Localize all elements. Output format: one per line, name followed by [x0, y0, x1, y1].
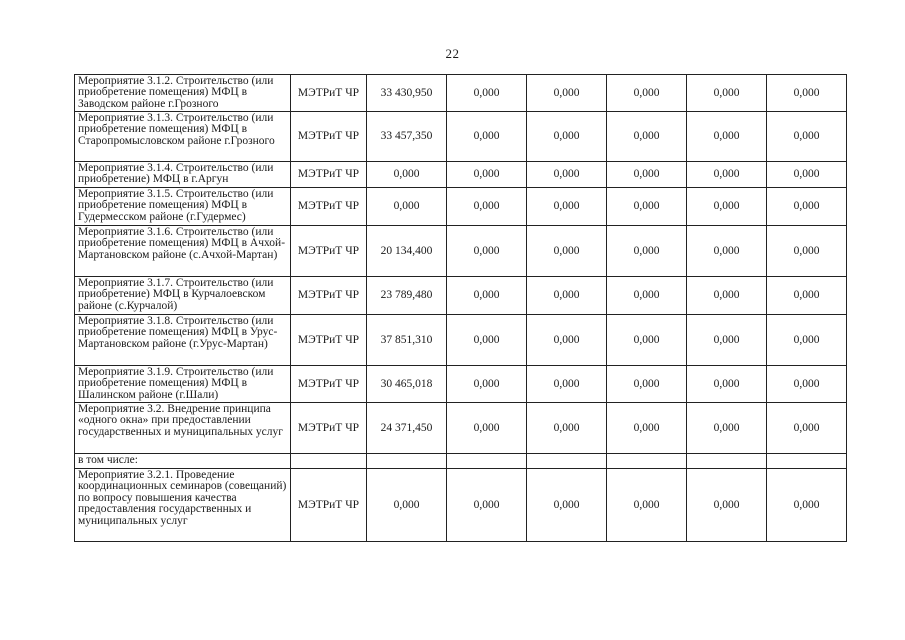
value-cell: 0,000 [367, 162, 447, 188]
table-row [75, 469, 847, 542]
table-row [75, 162, 847, 188]
value-cell [447, 454, 527, 469]
value-cell: 0,000 [447, 469, 527, 542]
value-cell: 0,000 [447, 277, 527, 315]
value-cell: 0,000 [687, 403, 767, 454]
executor-cell: МЭТРиТ ЧР [291, 226, 367, 277]
value-cell: 0,000 [607, 315, 687, 366]
value-cell: 0,000 [687, 469, 767, 542]
executor-cell: МЭТРиТ ЧР [291, 162, 367, 188]
table-row [75, 403, 847, 454]
value-cell: 0,000 [527, 403, 607, 454]
value-cell [367, 454, 447, 469]
value-cell: 0,000 [527, 226, 607, 277]
executor-cell: МЭТРиТ ЧР [291, 75, 367, 112]
value-cell: 0,000 [367, 188, 447, 226]
value-cell: 24 371,450 [367, 403, 447, 454]
table-row [75, 75, 847, 112]
executor-cell: МЭТРиТ ЧР [291, 112, 367, 162]
value-cell: 0,000 [527, 188, 607, 226]
value-cell: 0,000 [607, 366, 687, 403]
value-cell: 0,000 [767, 112, 847, 162]
value-cell: 20 134,400 [367, 226, 447, 277]
value-cell: 23 789,480 [367, 277, 447, 315]
value-cell [527, 454, 607, 469]
value-cell: 0,000 [687, 315, 767, 366]
value-cell: 0,000 [767, 75, 847, 112]
value-cell: 0,000 [607, 112, 687, 162]
value-cell: 0,000 [447, 162, 527, 188]
value-cell: 0,000 [767, 366, 847, 403]
value-cell: 0,000 [687, 162, 767, 188]
value-cell: 0,000 [527, 162, 607, 188]
program-measures-table [74, 74, 847, 542]
table-row [75, 315, 847, 366]
value-cell: 0,000 [447, 112, 527, 162]
value-cell: 33 430,950 [367, 75, 447, 112]
table-row [75, 366, 847, 403]
executor-cell: МЭТРиТ ЧР [291, 315, 367, 366]
measure-name-cell: Мероприятие 3.1.7. Строительство (или приобретение) МФЦ в Курчалоевском районе (с.Курчалой) [75, 277, 291, 315]
value-cell: 0,000 [607, 226, 687, 277]
table-row [75, 454, 847, 469]
measure-name-cell: Мероприятие 3.2.1. Проведение координационных семинаров (совещаний) по вопросу повышения качества предоставления государственных и муниципальных услуг [75, 469, 291, 542]
value-cell: 0,000 [447, 403, 527, 454]
value-cell: 0,000 [607, 75, 687, 112]
value-cell: 0,000 [527, 112, 607, 162]
value-cell: 0,000 [687, 366, 767, 403]
value-cell: 0,000 [767, 315, 847, 366]
value-cell: 0,000 [687, 226, 767, 277]
value-cell: 0,000 [767, 226, 847, 277]
value-cell: 0,000 [607, 277, 687, 315]
value-cell: 0,000 [687, 75, 767, 112]
executor-cell: МЭТРиТ ЧР [291, 403, 367, 454]
value-cell: 0,000 [527, 75, 607, 112]
value-cell: 0,000 [687, 277, 767, 315]
executor-cell: МЭТРиТ ЧР [291, 469, 367, 542]
value-cell: 0,000 [767, 469, 847, 542]
value-cell: 0,000 [447, 188, 527, 226]
value-cell: 0,000 [767, 277, 847, 315]
table-row [75, 112, 847, 162]
value-cell: 30 465,018 [367, 366, 447, 403]
executor-cell: МЭТРиТ ЧР [291, 277, 367, 315]
value-cell: 0,000 [527, 366, 607, 403]
measure-name-cell: Мероприятие 3.2. Внедрение принципа «одного окна» при предоставлении государственных и муниципальных услуг [75, 403, 291, 454]
executor-cell: МЭТРиТ ЧР [291, 366, 367, 403]
measure-name-cell: Мероприятие 3.1.3. Строительство (или приобретение помещения) МФЦ в Старопромысловском районе г.Грозного [75, 112, 291, 162]
measure-name-cell: Мероприятие 3.1.4. Строительство (или приобретение) МФЦ в г.Аргун [75, 162, 291, 188]
measure-name-cell: Мероприятие 3.1.9. Строительство (или приобретение помещения) МФЦ в Шалинском районе (г.Шали) [75, 366, 291, 403]
value-cell: 0,000 [447, 366, 527, 403]
value-cell [607, 454, 687, 469]
value-cell: 33 457,350 [367, 112, 447, 162]
table-row [75, 226, 847, 277]
value-cell: 0,000 [767, 403, 847, 454]
value-cell [767, 454, 847, 469]
value-cell: 0,000 [607, 403, 687, 454]
value-cell: 0,000 [447, 226, 527, 277]
value-cell: 0,000 [687, 188, 767, 226]
measure-name-cell: Мероприятие 3.1.2. Строительство (или приобретение помещения) МФЦ в Заводском районе г.Грозного [75, 75, 291, 112]
value-cell: 0,000 [767, 188, 847, 226]
table-row [75, 188, 847, 226]
executor-cell: МЭТРиТ ЧР [291, 188, 367, 226]
value-cell: 0,000 [607, 469, 687, 542]
value-cell: 0,000 [527, 277, 607, 315]
value-cell: 37 851,310 [367, 315, 447, 366]
page-number: 22 [445, 46, 460, 61]
value-cell: 0,000 [687, 112, 767, 162]
value-cell: 0,000 [607, 188, 687, 226]
measure-name-cell: Мероприятие 3.1.6. Строительство (или приобретение помещения) МФЦ в Ачхой-Мартановском районе (с.Ачхой-Мартан) [75, 226, 291, 277]
subsection-label-cell: в том числе: [75, 454, 291, 469]
table-row [75, 277, 847, 315]
value-cell: 0,000 [447, 75, 527, 112]
measure-name-cell: Мероприятие 3.1.8. Строительство (или приобретение помещения) МФЦ в Урус-Мартановском районе (г.Урус-Мартан) [75, 315, 291, 366]
value-cell: 0,000 [527, 315, 607, 366]
executor-cell [291, 454, 367, 469]
value-cell: 0,000 [447, 315, 527, 366]
value-cell: 0,000 [527, 469, 607, 542]
measure-name-cell: Мероприятие 3.1.5. Строительство (или приобретение помещения) МФЦ в Гудермесском районе (г.Гудермес) [75, 188, 291, 226]
value-cell: 0,000 [767, 162, 847, 188]
value-cell: 0,000 [607, 162, 687, 188]
value-cell: 0,000 [367, 469, 447, 542]
value-cell [687, 454, 767, 469]
